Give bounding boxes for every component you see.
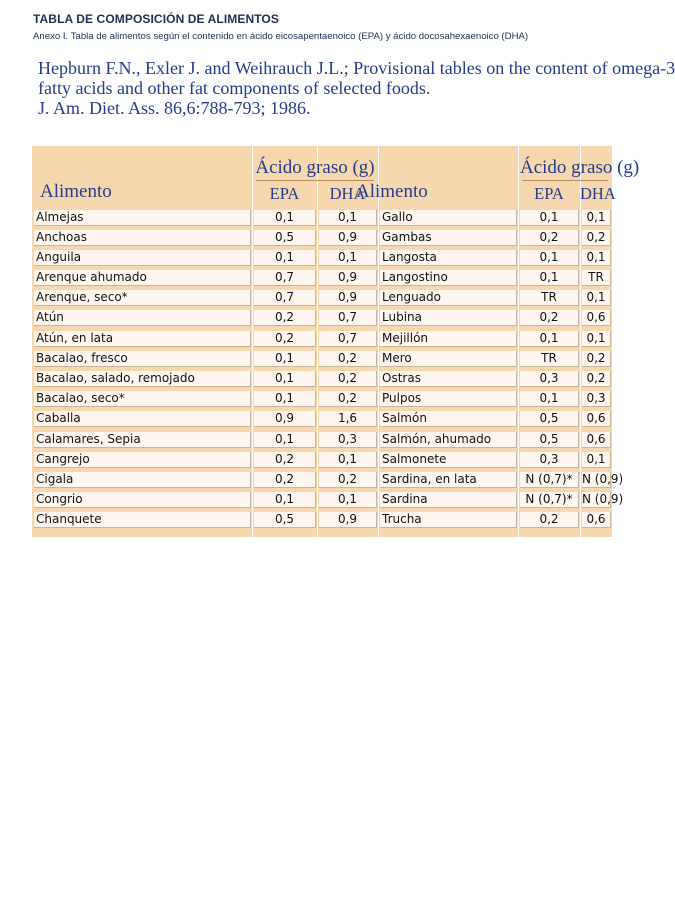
food-name: Bacalao, seco* (34, 391, 251, 407)
epa-value: 0,5 (520, 432, 579, 448)
dha-value: 0,3 (319, 432, 377, 448)
food-name: Congrio (34, 492, 251, 508)
food-name: Arenque, seco* (34, 290, 251, 306)
dha-value: 0,9 (319, 290, 377, 306)
dha-value: 0,1 (582, 250, 611, 266)
food-column-header-right: Alimento (356, 181, 428, 202)
table-row (32, 450, 612, 470)
epa-value: 0,2 (254, 310, 316, 326)
food-column-header-left: Alimento (40, 181, 112, 202)
dha-column-header-left: DHA (329, 184, 366, 203)
fatty-acid-table (32, 146, 640, 537)
epa-value: 0,1 (254, 492, 316, 508)
fatty-acid-group-header-right: Ácido graso (g) (520, 157, 640, 178)
table-row (32, 470, 624, 490)
dha-value: 0,2 (582, 371, 611, 387)
epa-value: TR (520, 290, 579, 306)
dha-value: 0,6 (582, 310, 611, 326)
epa-value: 0,1 (254, 391, 316, 407)
epa-value: 0,7 (254, 270, 316, 286)
dha-value: N (0,9) (582, 492, 624, 507)
dha-value: 0,6 (582, 512, 611, 528)
document-title: TABLA DE COMPOSICIÓN DE ALIMENTOS (33, 12, 279, 26)
epa-value: 0,2 (254, 472, 316, 488)
table-row (32, 248, 612, 268)
table-row (32, 228, 612, 248)
food-name: Bacalao, salado, remojado (34, 371, 251, 387)
dha-value: 0,1 (319, 210, 377, 226)
epa-value: 0,2 (254, 331, 316, 347)
epa-value: N (0,7)* (520, 472, 579, 488)
dha-value: 0,1 (582, 452, 611, 468)
food-name: Lubina (380, 310, 517, 326)
food-name: Salmonete (380, 452, 517, 468)
fatty-acid-group-header-left: Ácido graso (g) (255, 157, 375, 178)
epa-value: 0,1 (520, 210, 579, 226)
food-name: Sardina, en lata (380, 472, 517, 488)
epa-value: 0,3 (520, 371, 579, 387)
epa-value: TR (520, 351, 579, 367)
epa-column-header-right: EPA (534, 184, 564, 203)
dha-value: 0,6 (582, 411, 611, 427)
epa-value: 0,2 (520, 230, 579, 246)
epa-value: 0,3 (520, 452, 579, 468)
food-name: Calamares, Sepia (34, 432, 251, 448)
dha-value: 0,1 (582, 331, 611, 347)
table-row (32, 410, 612, 430)
dha-value: 0,2 (582, 230, 611, 246)
dha-value: 0,1 (319, 250, 377, 266)
food-name: Gambas (380, 230, 517, 246)
table-body (32, 208, 624, 531)
epa-value: 0,1 (254, 432, 316, 448)
food-name: Cigala (34, 472, 251, 488)
dha-value: 1,6 (319, 411, 377, 427)
dha-value: TR (582, 270, 611, 286)
table-row (32, 309, 612, 329)
epa-value: 0,1 (520, 391, 579, 407)
food-name: Lenguado (380, 290, 517, 306)
table-row (32, 329, 612, 349)
food-name: Mejillón (380, 331, 517, 347)
food-name: Langostino (380, 270, 517, 286)
food-name: Bacalao, fresco (34, 351, 251, 367)
dha-value: 0,1 (319, 452, 377, 468)
dha-value: 0,2 (319, 371, 377, 387)
food-name: Pulpos (380, 391, 517, 407)
food-name: Sardina (380, 492, 517, 508)
dha-value: N (0,9) (582, 471, 624, 486)
food-name: Salmón, ahumado (380, 432, 517, 448)
food-name: Gallo (380, 210, 517, 226)
food-name: Trucha (380, 512, 517, 528)
food-name: Anguila (34, 250, 251, 266)
epa-value: N (0,7)* (520, 492, 579, 508)
table-row (32, 491, 624, 511)
table-row (32, 289, 612, 309)
dha-value: 0,6 (582, 432, 611, 448)
dha-value: 0,1 (582, 290, 611, 306)
table-row (32, 208, 612, 228)
food-name: Cangrejo (34, 452, 251, 468)
dha-value: 0,1 (582, 210, 611, 226)
header-rule-right (522, 180, 608, 181)
epa-value: 0,1 (254, 351, 316, 367)
document-subtitle: Anexo I. Tabla de alimentos según el contenido en ácido eicosapentaenoico (EPA) y ácido docosahexaenoico (DHA) (33, 31, 529, 42)
food-name: Almejas (34, 210, 251, 226)
dha-value: 0,1 (319, 492, 377, 508)
epa-value: 0,1 (520, 250, 579, 266)
epa-value: 0,5 (520, 411, 579, 427)
epa-value: 0,5 (254, 230, 316, 246)
table-row (32, 511, 612, 531)
epa-value: 0,1 (254, 371, 316, 387)
food-name: Atún, en lata (34, 331, 251, 347)
food-name: Langosta (380, 250, 517, 266)
dha-value: 0,2 (582, 351, 611, 367)
food-name: Chanquete (34, 512, 251, 528)
food-name: Mero (380, 351, 517, 367)
dha-value: 0,3 (582, 391, 611, 407)
dha-value: 0,7 (319, 310, 377, 326)
food-name: Caballa (34, 411, 251, 427)
epa-value: 0,2 (520, 310, 579, 326)
dha-value: 0,9 (319, 270, 377, 286)
table-row (32, 269, 612, 289)
epa-value: 0,7 (254, 290, 316, 306)
epa-value: 0,2 (520, 512, 579, 528)
food-name: Atún (34, 310, 251, 326)
citation-line-1: Hepburn F.N., Exler J. and Weihrauch J.L.; Provisional tables on the content of omega-3 (38, 58, 675, 78)
citation (38, 58, 675, 118)
epa-value: 0,1 (254, 250, 316, 266)
dha-value: 0,2 (319, 472, 377, 488)
epa-value: 0,1 (520, 270, 579, 286)
table-row (32, 349, 612, 369)
food-name: Anchoas (34, 230, 251, 246)
table-row (32, 430, 612, 450)
citation-line-2: fatty acids and other fat components of selected foods. (38, 78, 431, 98)
table-row (32, 390, 612, 410)
epa-column-header-left: EPA (269, 184, 300, 203)
food-name: Ostras (380, 371, 517, 387)
food-name: Arenque ahumado (34, 270, 251, 286)
dha-value: 0,9 (319, 512, 377, 528)
dha-value: 0,9 (319, 230, 377, 246)
epa-value: 0,5 (254, 512, 316, 528)
epa-value: 0,1 (520, 331, 579, 347)
table-row (32, 370, 612, 390)
epa-value: 0,2 (254, 452, 316, 468)
epa-value: 0,9 (254, 411, 316, 427)
dha-value: 0,2 (319, 351, 377, 367)
dha-value: 0,7 (319, 331, 377, 347)
dha-column-header-right: DHA (580, 184, 616, 203)
food-name: Salmón (380, 411, 517, 427)
citation-line-3: J. Am. Diet. Ass. 86,6:788-793; 1986. (38, 98, 311, 118)
epa-value: 0,1 (254, 210, 316, 226)
dha-value: 0,2 (319, 391, 377, 407)
